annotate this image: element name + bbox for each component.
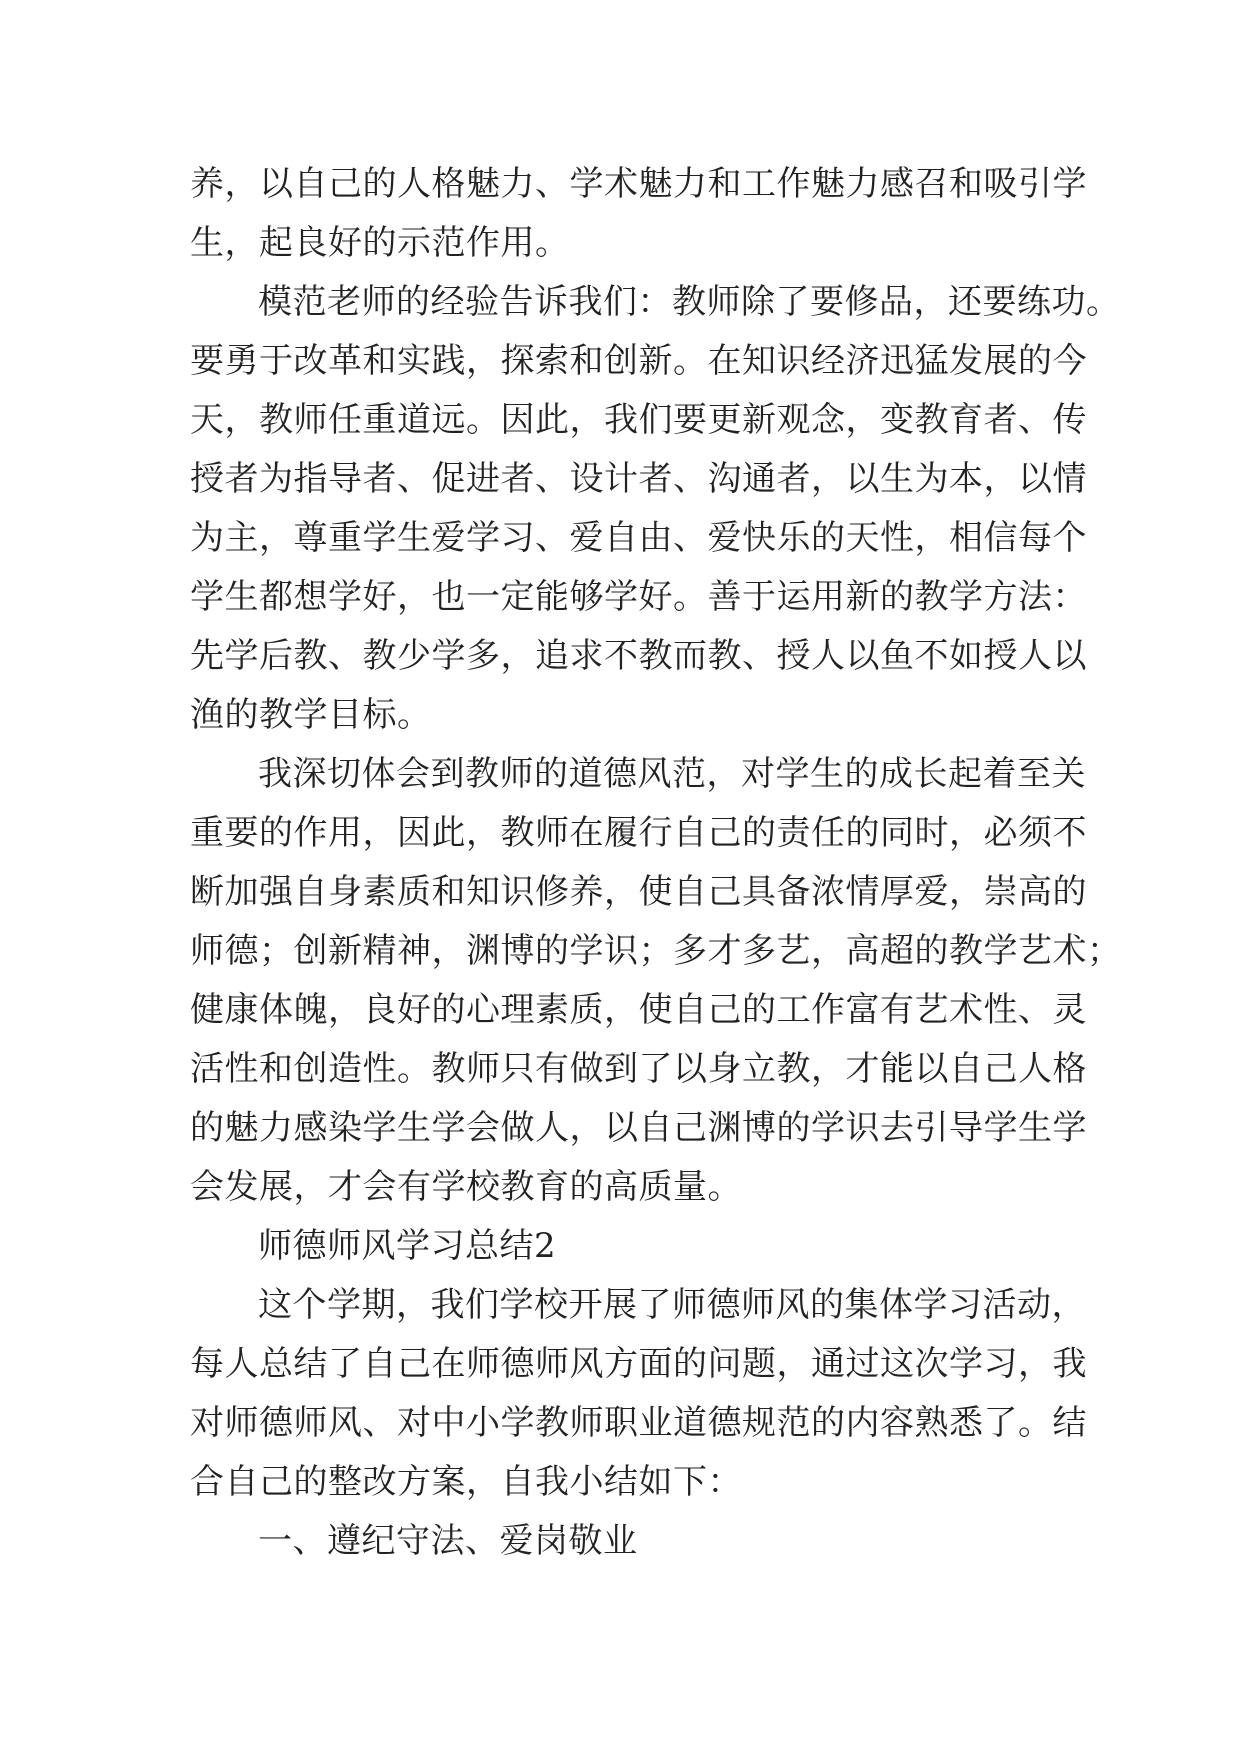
text-line: 天，教师任重道远。因此，我们要更新观念，变教育者、传 <box>190 400 1087 440</box>
text-line: 授者为指导者、促进者、设计者、沟通者，以生为本，以情 <box>190 459 1087 499</box>
text-line: 重要的作用，因此，教师在履行自己的责任的同时，必须不 <box>190 813 1087 853</box>
text-line: 对师德师风、对中小学教师职业道德规范的内容熟悉了。结 <box>190 1403 1087 1443</box>
subsection-heading: 一、遵纪守法、爱岗敬业 <box>258 1521 638 1561</box>
text-line: 的魅力感染学生学会做人，以自己渊博的学识去引导学生学 <box>190 1108 1087 1148</box>
paragraph-start-line: 模范老师的经验告诉我们：教师除了要修品，还要练功。 <box>258 282 1121 322</box>
paragraph-start-line: 我深切体会到教师的道德风范，对学生的成长起着至关 <box>258 754 1086 794</box>
text-line: 生，起良好的示范作用。 <box>190 223 570 263</box>
paragraph-start-line: 这个学期，我们学校开展了师德师风的集体学习活动， <box>258 1285 1086 1325</box>
text-line: 师德；创新精神，渊博的学识；多才多艺，高超的教学艺术； <box>190 931 1122 971</box>
text-line: 渔的教学目标。 <box>190 695 432 735</box>
section-heading: 师德师风学习总结2 <box>258 1226 557 1266</box>
text-line: 先学后教、教少学多，追求不教而教、授人以鱼不如授人以 <box>190 636 1087 676</box>
text-line: 合自己的整改方案，自我小结如下： <box>190 1462 742 1502</box>
text-line: 养，以自己的人格魅力、学术魅力和工作魅力感召和吸引学 <box>190 164 1087 204</box>
text-line: 活性和创造性。教师只有做到了以身立教，才能以自己人格 <box>190 1049 1087 1089</box>
text-line: 要勇于改革和实践，探索和创新。在知识经济迅猛发展的今 <box>190 341 1087 381</box>
text-line: 每人总结了自己在师德师风方面的问题，通过这次学习，我 <box>190 1344 1087 1384</box>
text-line: 会发展，才会有学校教育的高质量。 <box>190 1167 742 1207</box>
text-line: 为主，尊重学生爱学习、爱自由、爱快乐的天性，相信每个 <box>190 518 1087 558</box>
text-line: 健康体魄，良好的心理素质，使自己的工作富有艺术性、灵 <box>190 990 1087 1030</box>
text-line: 学生都想学好，也一定能够学好。善于运用新的教学方法： <box>190 577 1087 617</box>
text-line: 断加强自身素质和知识修养，使自己具备浓情厚爱，崇高的 <box>190 872 1087 912</box>
document-body <box>190 155 1122 1571</box>
